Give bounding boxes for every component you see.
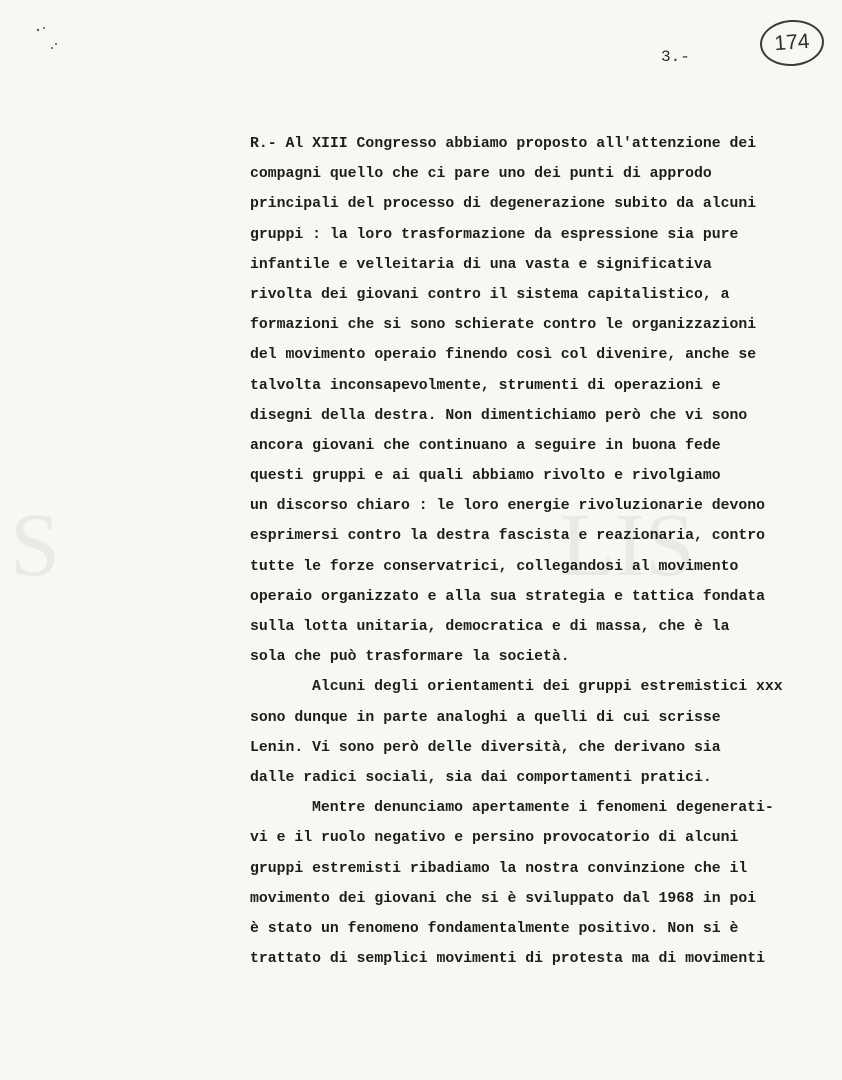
text-line: infantile e velleitaria di una vasta e significativa — [250, 256, 712, 273]
text-line: talvolta inconsapevolmente, strumenti di operazioni e — [250, 377, 721, 394]
text-line: gruppi : la loro trasformazione da espressione sia pure — [250, 226, 739, 243]
text-line: Alcuni degli orientamenti dei gruppi estremistici xxx — [312, 679, 783, 696]
svg-text:S: S — [10, 496, 61, 595]
text-line: formazioni che si sono schierate contro le organizzazioni — [250, 317, 757, 334]
text-line: trattato di semplici movimenti di protesta ma di movimenti — [250, 951, 766, 968]
text-line: rivolta dei giovani contro il sistema capitalistico, a — [250, 286, 730, 303]
paper-specks — [34, 26, 64, 56]
text-line: sulla lotta unitaria, democratica e di massa, che è la — [250, 619, 730, 635]
archive-number-stamp: 174 — [758, 18, 825, 68]
text-line: compagni quello che ci pare uno dei punti di approdo — [250, 166, 712, 183]
text-line: del movimento operaio finendo così col divenire, anche se — [250, 347, 757, 364]
text-line: è stato un fenomeno fondamentalmente positivo. Non si è — [250, 920, 739, 937]
text-line: R.- Al XIII Congresso abbiamo proposto all'attenzione dei — [250, 136, 757, 152]
text-line: questi gruppi e ai quali abbiamo rivolto e rivolgiamo — [250, 468, 721, 485]
text-line: esprimersi contro la destra fascista e reazionaria, contro — [250, 528, 766, 545]
text-line: dalle radici sociali, sia dai comportamenti pratici. — [250, 769, 712, 786]
text-line: principali del processo di degenerazione subito da alcuni — [250, 196, 757, 213]
page-number: 3.- — [661, 48, 690, 66]
svg-text:LIS: LIS — [560, 496, 695, 595]
text-line: disegni della destra. Non dimentichiamo però che vi sono — [250, 407, 748, 424]
text-line: gruppi estremisti ribadiamo la nostra convinzione che il — [250, 860, 748, 877]
typewritten-body — [250, 129, 835, 974]
text-line: ancora giovani che continuano a seguire in buona fede — [250, 437, 721, 454]
text-line: operaio organizzato e alla sua strategia e tattica fondata — [250, 588, 766, 605]
text-line: tutte le forze conservatrici, collegandosi al movimento — [250, 558, 739, 575]
text-line: vi e il ruolo negativo e persino provocatorio di alcuni — [250, 830, 739, 847]
text-line: Lenin. Vi sono però delle diversità, che derivano sia — [250, 739, 721, 756]
text-line: Mentre denunciamo apertamente i fenomeni degenerati- — [312, 800, 774, 817]
text-line: sola che può trasformare la società. — [250, 649, 570, 666]
text-line: sono dunque in parte analoghi a quelli di cui scrisse — [250, 709, 721, 726]
text-line: un discorso chiaro : le loro energie rivoluzionarie devono — [250, 498, 766, 515]
text-line: movimento dei giovani che si è sviluppato dal 1968 in poi — [250, 890, 757, 907]
